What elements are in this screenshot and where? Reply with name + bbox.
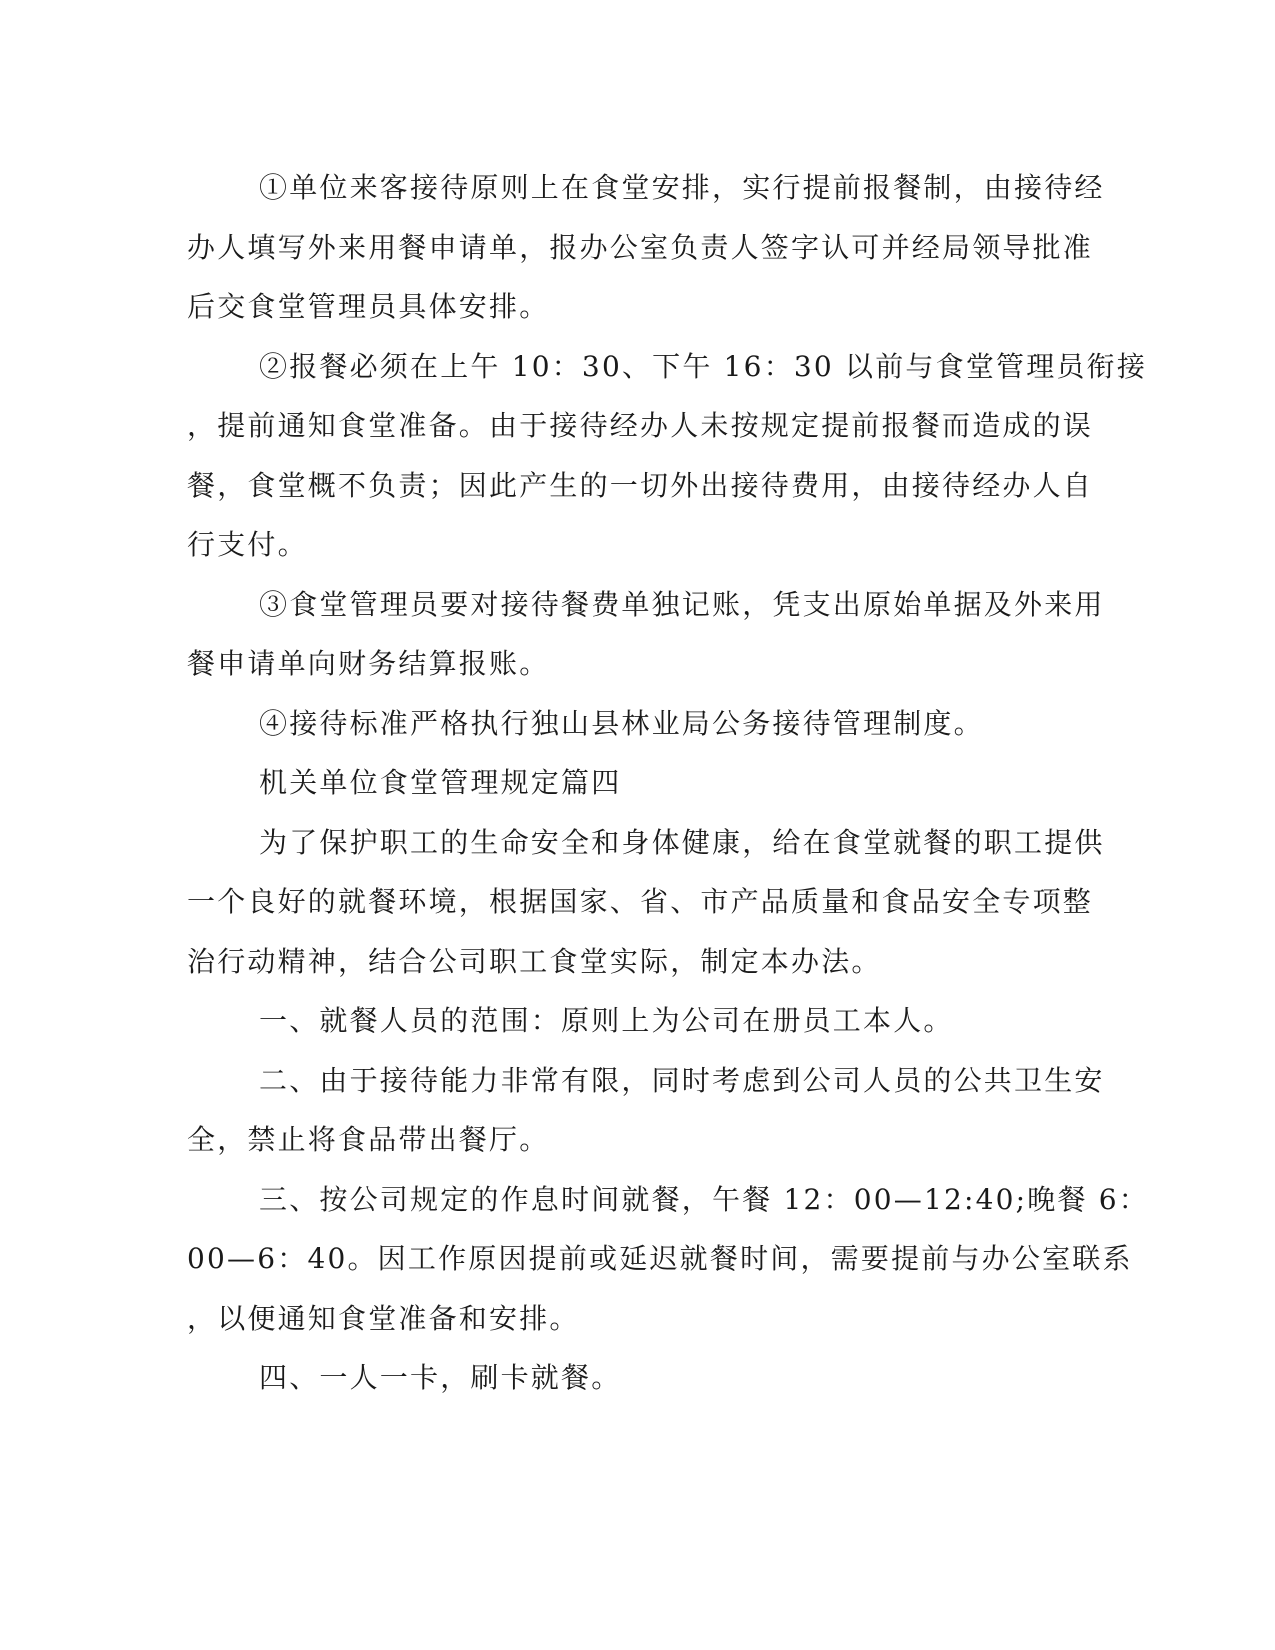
- text-line: ，以便通知食堂准备和安排。: [187, 1301, 580, 1335]
- text-line: 为了保护职工的生命安全和身体健康，给在食堂就餐的职工提供: [259, 825, 1105, 859]
- text-line: 一、就餐人员的范围：原则上为公司在册员工本人。: [259, 1004, 954, 1037]
- text-line: 三、按公司规定的作息时间就餐，午餐 12：00—12:40;晚餐 6：: [259, 1182, 1150, 1216]
- text-line: 四、一人一卡，刷卡就餐。: [259, 1361, 622, 1394]
- text-line: ②报餐必须在上午 10：30、下午 16：30 以前与食堂管理员衔接: [259, 349, 1148, 383]
- text-line: ，提前通知食堂准备。由于接待经办人未按规定提前报餐而造成的误: [187, 409, 1094, 442]
- text-line: ①单位来客接待原则上在食堂安排，实行提前报餐制，由接待经: [259, 171, 1105, 204]
- text-line: 餐，食堂概不负责；因此产生的一切外出接待费用，由接待经办人自: [187, 468, 1094, 502]
- text-line: ④接待标准严格执行独山县林业局公务接待管理制度。: [259, 706, 984, 740]
- text-line: 00—6：40。因工作原因提前或延迟就餐时间，需要提前与办公室联系: [187, 1242, 1133, 1275]
- text-line: ③食堂管理员要对接待餐费单独记账，凭支出原始单据及外来用: [259, 587, 1105, 621]
- text-line: 一个良好的就餐环境，根据国家、省、市产品质量和食品安全专项整: [187, 885, 1094, 918]
- text-line: 后交食堂管理员具体安排。: [187, 290, 550, 323]
- text-line: 二、由于接待能力非常有限，同时考虑到公司人员的公共卫生安: [259, 1063, 1105, 1097]
- text-line: 餐申请单向财务结算报账。: [187, 647, 550, 680]
- document-body: [187, 158, 1150, 1408]
- text-line: 行支付。: [187, 528, 308, 561]
- text-line: 全，禁止将食品带出餐厅。: [187, 1123, 550, 1156]
- text-line: 治行动精神，结合公司职工食堂实际，制定本办法。: [187, 944, 882, 978]
- section-heading: 机关单位食堂管理规定篇四: [259, 766, 622, 799]
- text-line: 办人填写外来用餐申请单，报办公室负责人签字认可并经局领导批准: [187, 230, 1094, 264]
